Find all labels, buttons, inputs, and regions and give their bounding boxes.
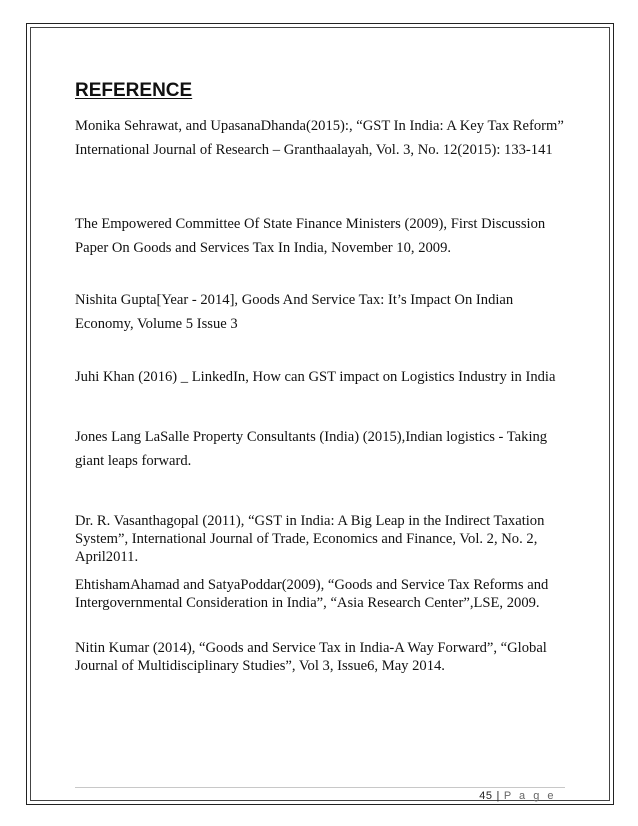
page-number: 45	[479, 790, 493, 802]
footer-separator: |	[496, 790, 500, 802]
reference-item: Jones Lang LaSalle Property Consultants (India) (2015),Indian logistics - Taking giant leaps forward.	[75, 429, 548, 469]
reference-heading: REFERENCE	[75, 80, 193, 101]
reference-item: Nitin Kumar (2014), “Goods and Service Tax in India-A Way Forward”, “Global Journal of Multidisciplinary Studies”, Vol 3, Issue6, May 2014.	[75, 640, 547, 674]
reference-item: EhtishamAhamad and SatyaPoddar(2009), “Goods and Service Tax Reforms and Intergovernmental Consideration in India”, “Asia Research Center”,LSE, 2009.	[75, 577, 549, 611]
reference-item: The Empowered Committee Of State Finance Ministers (2009), First Discussion Paper On Goods and Services Tax In India, November 10, 2009.	[75, 216, 546, 256]
reference-section	[75, 80, 575, 104]
reference-item: Monika Sehrawat, and UpasanaDhanda(2015):, “GST In India: A Key Tax Reform” International Journal of Research – Granthaalayah, Vol. 3, No. 12(2015): 133-141	[75, 118, 564, 158]
reference-item: Nishita Gupta[Year - 2014], Goods And Service Tax: It’s Impact On Indian Economy, Volume 5 Issue 3	[75, 292, 514, 332]
reference-item: Dr. R. Vasanthagopal (2011), “GST in India: A Big Leap in the Indirect Taxation System”, International Journal of Trade, Economics and Finance, Vol. 2, No. 2, April2011.	[75, 513, 545, 565]
page-label: P a g e	[503, 790, 556, 802]
footer-divider	[75, 787, 565, 788]
reference-item: Juhi Khan (2016) _ LinkedIn, How can GST impact on Logistics Industry in India	[75, 369, 556, 385]
page-footer	[479, 790, 556, 802]
